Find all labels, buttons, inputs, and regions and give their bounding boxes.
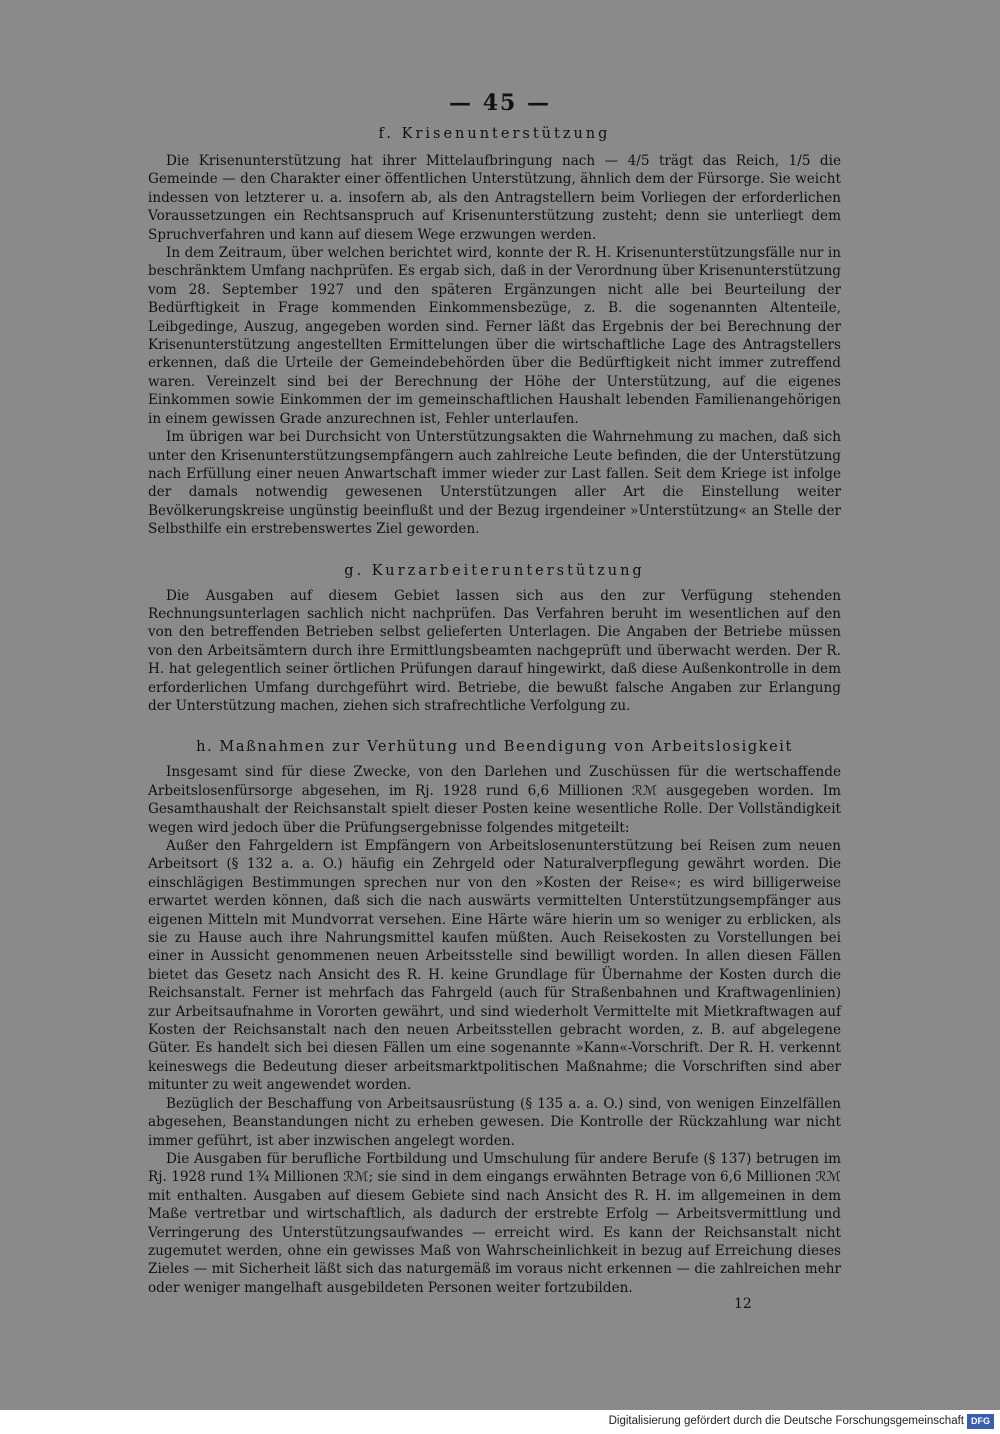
dfg-logo: DFG — [967, 1414, 994, 1429]
section-g-paragraph-1: Die Ausgaben auf diesem Gebiet lassen sich aus den zur Verfügung stehenden Rechnungsunterlagen sachlich nicht nachprüfen. Das Verfahren beruht im wesentlichen auf den von den betreffenden Betrieben selbst gelieferten Unterlagen. Die Angaben der Betriebe müssen von den Arbeitsämtern durch ihre Ermittlungsbeamten nachgeprüft und überwacht werden. Der R. H. hat gelegentlich seiner örtlichen Prüfungen darauf hingewirkt, daß diese Außenkontrolle in dem erforderlichen Umfang durchgeführt wird. Betriebe, die bewußt falsche Angaben zur Erlangung der Unterstützung machen, ziehen sich strafrechtliche Verfolgung zu. — [148, 587, 841, 714]
section-f-paragraph-3: Im übrigen war bei Durchsicht von Unterstützungsakten die Wahrnehmung zu machen, daß sich unter den Krisenunterstützungsempfängern auch zahlreiche Leute befinden, die der Unterstützung nach Erfüllung einer neuen Anwartschaft immer wieder zur Last fallen. Seit dem Kriege ist infolge der damals notwendig gewesenen Unterstützungen aller Art die Einstellung weiter Bevölkerungskreise ungünstig beeinflußt und der Bezug irgendeiner »Unterstützung« an Stelle der Selbsthilfe ein erstrebenswertes Ziel geworden. — [148, 429, 841, 538]
signature-mark: 12 — [734, 1296, 752, 1312]
page-number: — 45 — — [449, 90, 551, 116]
section-f-paragraph-1: Die Krisenunterstützung hat ihrer Mittelaufbringung nach — 4/5 trägt das Reich, 1/5 die Gemeinde — den Charakter einer öffentlichen Unterstützung, ähnlich dem der Fürsorge. Sie weicht indessen von letzterer u. a. insofern ab, als den Antragstellern beim Vorliegen der erforderlichen Voraussetzungen ein Rechtsanspruch auf Krisenunterstützung zusteht; denn sie unterliegt dem Spruchverfahren und kann auf diesem Wege erzwungen werden. — [148, 153, 841, 243]
section-h-paragraph-4: Die Ausgaben für berufliche Fortbildung und Umschulung für andere Berufe (§ 137) betrugen im Rj. 1928 rund 1¾ Millionen ℛℳ; sie sind in dem eingangs erwähnten Betrage von 6,6 Millionen ℛℳ mit enthalten. Ausgaben auf diesem Gebiete sind nach Ansicht des R. H. im allgemeinen in dem Maße vertretbar und wirtschaftlich, als dadurch der erstrebte Erfolg — Arbeitsvermittlung und Verringerung des Unterstützungsaufwandes — erreicht wird. Es kann der Reichsanstalt nicht zugemutet werden, ohne ein gewisses Maß von Wahrscheinlichkeit in bezug auf Erreichung dieses Zieles — mit Sicherheit läßt sich das naturgemäß im voraus nicht erkennen — die zahlreichen mehr oder weniger mangelhaft ausgebildeten Personen weiter fortzubilden. — [148, 1150, 841, 1296]
section-h-paragraph-1: Insgesamt sind für diese Zwecke, von den Darlehen und Zuschüssen für die wertschaffende Arbeitslosenfürsorge abgesehen, im Rj. 1928 rund 6,6 Millionen ℛℳ ausgegeben worden. Im Gesamthaushalt der Reichsanstalt spielt dieser Posten keine wesentliche Rolle. Der Vollständigkeit wegen wird jedoch über die Prüfungsergebnisse folgendes mitgeteilt: — [148, 764, 841, 836]
section-g-heading: g. Kurzarbeiterunterstützung — [344, 562, 645, 579]
section-h-paragraph-2: Außer den Fahrgeldern ist Empfängern von Arbeitslosenunterstützung bei Reisen zum neuen Arbeitsort (§ 132 a. a. O.) häufig ein Zehrgeld oder Naturalverpflegung gewährt worden. Die einschlägigen Bestimmungen sprechen nur von den »Kosten der Reise«; es wird billigerweise erwartet werden können, daß sich die nach auswärts vermittelten Unterstützungsempfänger aus eigenen Mitteln mit Mundvorrat versehen. Eine Härte wäre hierin um so weniger zu erblicken, als sie zu Hause auch ihre Nahrungsmittel kaufen müßten. Auch Reisekosten zu Vorstellungen bei einer in Aussicht genommenen neuen Arbeitsstelle sind bewilligt worden. In allen diesen Fällen bietet das Gesetz nach Ansicht des R. H. keine Grundlage für Übernahme der Kosten durch die Reichsanstalt. Ferner ist mehrfach das Fahrgeld (auch für Straßenbahnen und Kraftwagenlinien) zur Arbeitsaufnahme in Vororten gewährt, und sind wiederholt Vermittelte mit Mietkraftwagen auf Kosten der Reichsanstalt nach den neuen Arbeitsstellen gebracht worden, z. B. auf abgelegene Güter. Es handelt sich bei diesen Fällen um eine sogenannte »Kann«-Vorschrift. Der R. H. verkennt keineswegs die Bedeutung dieser arbeitsmarktpolitischen Maßnahme; die Vorschriften sind aber mitunter zu weit angewendet worden. — [148, 838, 841, 1094]
footer-bar — [0, 1410, 1000, 1434]
section-h-heading: h. Maßnahmen zur Verhütung und Beendigung von Arbeitslosigkeit — [196, 739, 793, 756]
section-h-paragraph-3: Bezüglich der Beschaffung von Arbeitsausrüstung (§ 135 a. a. O.) sind, von wenigen Einzelfällen abgesehen, Beanstandungen nicht zu erheben gewesen. Die Kontrolle der Rückzahlung war nicht immer geführt, ist aber inzwischen angelegt worden. — [148, 1095, 841, 1149]
section-f-heading: f. Krisenunterstützung — [378, 126, 611, 142]
funding-notice: Digitalisierung gefördert durch die Deutsche Forschungsgemeinschaft — [608, 1415, 964, 1427]
page-content — [148, 124, 841, 1297]
section-f-paragraph-2: In dem Zeitraum, über welchen berichtet wird, konnte der R. H. Krisenunterstützungsfälle nur in beschränktem Umfang nachprüfen. Es ergab sich, daß in der Verordnung über Krisenunterstützung vom 28. September 1927 und den späteren Ergänzungen nicht alle bei Beurteilung der Bedürftigkeit in Frage kommenden Einkommensbezüge, z. B. die sogenannten Altenteile, Leibgedinge, Auszug, angegeben worden sind. Ferner läßt das Ergebnis der bei Berechnung der Krisenunterstützung angestellten Ermittelungen über die wirtschaftliche Lage des Antragstellers erkennen, daß die Urteile der Gemeindebehörden über die Bedürftigkeit nicht immer zutreffend waren. Vereinzelt sind bei der Berechnung der Höhe der Unterstützung, auf die eigenes Einkommen sowie Einkommen der im gemeinschaftlichen Haushalt lebenden Familienangehörigen in einem gewissen Grade anzurechnen ist, Fehler unterlaufen. — [148, 245, 841, 427]
